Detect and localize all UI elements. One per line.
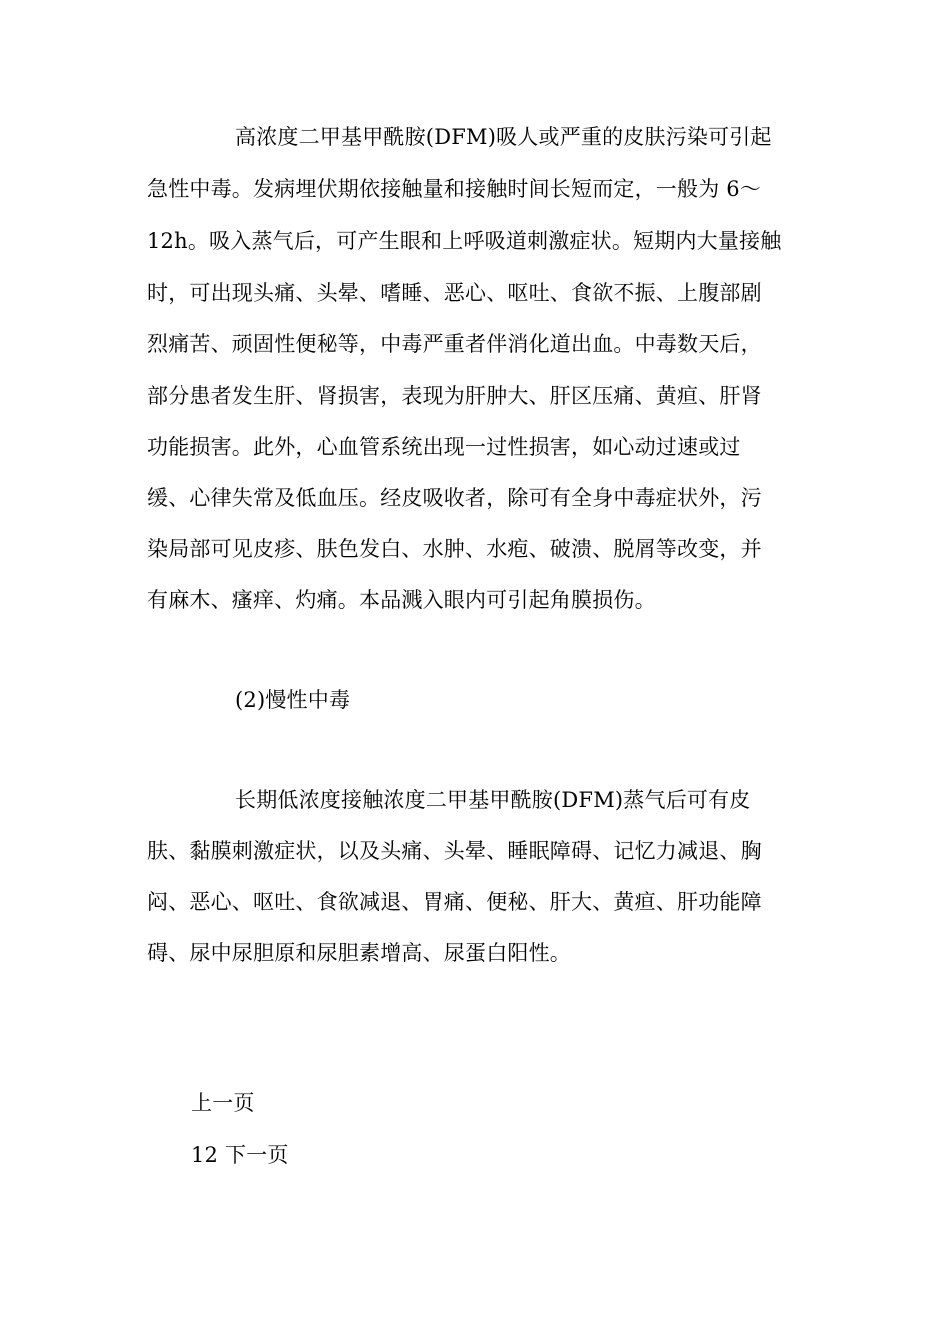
paragraph-line: 时，可出现头痛、头晕、嗜睡、恶心、呕吐、食欲不振、上腹部剧 [147,281,762,305]
paragraph-line: 部分患者发生肝、肾损害，表现为肝肿大、肝区压痛、黄疸、肝肾 [147,384,762,408]
paragraph-line: 染局部可见皮疹、肤色发白、水肿、水疱、破溃、脱屑等改变，并 [147,537,762,561]
next-page-link[interactable]: 12 下一页 [191,1143,289,1167]
paragraph-line: 缓、心律失常及低血压。经皮吸收者，除可有全身中毒症状外，污 [147,486,762,510]
paragraph-line: 急性中毒。发病埋伏期依接触量和接触时间长短而定，一般为 6～ [147,177,762,201]
paragraph-line: 长期低浓度接触浓度二甲基甲酰胺(DFM)蒸气后可有皮 [235,788,751,812]
paragraph-line: 功能损害。此外，心血管系统出现一过性损害，如心动过速或过 [147,435,741,459]
prev-page-link[interactable]: 上一页 [191,1091,255,1115]
paragraph-line: 高浓度二甲基甲酰胺(DFM)吸人或严重的皮肤污染可引起 [235,125,772,149]
paragraph-line: 烈痛苦、顽固性便秘等，中毒严重者伴消化道出血。中毒数天后， [147,332,762,356]
paragraph-line: 碍、尿中尿胆原和尿胆素增高、尿蛋白阳性。 [147,941,571,965]
section-heading: (2)慢性中毒 [235,688,351,712]
paragraph-line: 有麻木、瘙痒、灼痛。本品溅入眼内可引起角膜损伤。 [147,588,656,612]
paragraph-line: 闷、恶心、呕吐、食欲减退、胃痛、便秘、肝大、黄疸、肝功能障 [147,890,762,914]
paragraph-line: 12h。吸入蒸气后，可产生眼和上呼吸道刺激症状。短期内大量接触 [147,229,782,253]
paragraph-line: 肤、黏膜刺激症状，以及头痛、头晕、睡眠障碍、记忆力减退、胸 [147,839,762,863]
